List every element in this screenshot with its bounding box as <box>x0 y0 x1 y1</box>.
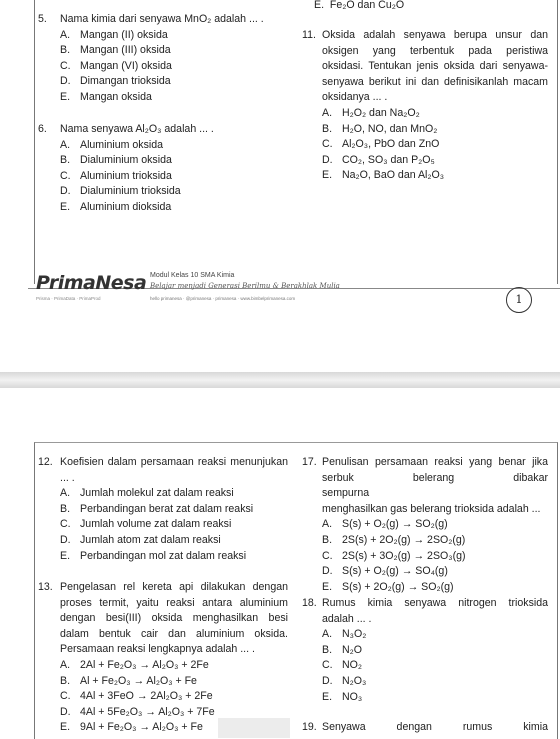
question-number: 19. <box>302 721 317 733</box>
option-b[interactable]: B. Mangan (III) oksida <box>60 44 171 57</box>
question-text-line: oksidanya ... . <box>322 91 388 104</box>
question-6 <box>38 122 300 216</box>
option-d[interactable]: D. S(s) + O₂(g) → SO₄(g) <box>322 565 448 578</box>
option-c[interactable]: C. Aluminium trioksida <box>60 169 172 182</box>
option-c[interactable]: C. 2S(s) + 3O₂(g) → 2SO₃(g) <box>322 549 466 562</box>
question-word: rumus <box>462 721 493 733</box>
module-title: Modul Kelas 10 SMA Kimia <box>150 272 235 279</box>
question-17 <box>302 455 548 595</box>
option-e[interactable]: E. 9Al + Fe₂O₃ → Al₂O₃ + Fe <box>60 721 203 734</box>
question-text: Nama senyawa Al₂O₃ adalah ... . <box>60 123 214 135</box>
q10-option-e <box>314 0 404 14</box>
question-text-line: oksidasi. Tentukan jenis oksida dari senyawa- <box>322 60 548 73</box>
option-e[interactable]: E. Perbandingan mol zat dalam reaksi <box>60 549 247 562</box>
question-text-line: oksigen yang terbentuk pada peristiwa <box>322 44 548 57</box>
option-d[interactable]: D. N₂O₃ <box>322 674 367 687</box>
primanesa-logo: PrimaNesa <box>36 272 147 294</box>
option-e[interactable]: E. NO₃ <box>322 690 363 703</box>
page-separator <box>0 372 560 388</box>
question-text-line: Penulisan persamaan reaksi yang benar jika <box>322 456 548 468</box>
question-13 <box>38 580 288 736</box>
question-number: 5. <box>38 13 47 25</box>
question-text-line: ... . <box>60 471 75 484</box>
question-text-line: serbuk belerang dibakar sempurna <box>322 471 548 500</box>
question-11 <box>302 28 548 184</box>
question-number: 11. <box>302 29 316 41</box>
question-number: 13. <box>38 581 53 593</box>
question-18 <box>302 596 548 705</box>
option-c[interactable]: C. Al₂O₃, PbO dan ZnO <box>322 138 440 151</box>
option-e[interactable]: E. Na₂O, BaO dan Al₂O₃ <box>322 169 445 182</box>
option-a[interactable]: A. H₂O₂ dan Na₂O₂ <box>322 106 420 119</box>
option-c[interactable]: C. Jumlah volume zat dalam reaksi <box>60 518 232 531</box>
question-number: 18. <box>302 597 317 609</box>
question-text-line: proses termit, yaitu reaksi antara aluminium <box>60 596 288 609</box>
option-b[interactable]: B. N₂O <box>322 643 363 656</box>
option-b[interactable]: B. H₂O, NO, dan MnO₂ <box>322 122 438 135</box>
question-number: 12. <box>38 456 53 468</box>
option-a[interactable]: A. S(s) + O₂(g) → SO₂(g) <box>322 518 448 531</box>
option-b[interactable]: B. Perbandingan berat zat dalam reaksi <box>60 502 254 515</box>
option-text: E. Fe₂O dan Cu₂O <box>314 0 405 11</box>
option-d[interactable]: D. CO₂, SO₃ dan P₂O₅ <box>322 153 435 166</box>
option-b[interactable]: B. 2S(s) + 2O₂(g) → 2SO₂(g) <box>322 533 466 546</box>
page-number: 1 <box>506 287 532 313</box>
option-d[interactable]: D. Jumlah atom zat dalam reaksi <box>60 533 221 546</box>
question-text-line: senyawa berikut ini dan definisikanlah macam <box>322 75 548 88</box>
question-text-line: menghasilkan gas belerang trioksida adalah ... <box>322 502 541 515</box>
question-text-line: dengan besi(III) oksida menghasilkan besi <box>60 612 288 625</box>
option-e[interactable]: E. S(s) + 2O₂(g) → SO₂(g) <box>322 580 454 593</box>
question-text-line: dalam bentuk cair dan aluminium oksida. <box>60 627 288 640</box>
contact-info: hello primanesa · @primanesa · primanesa · www.bimbelprimanesa.com <box>150 296 296 301</box>
option-a[interactable]: A. 2Al + Fe₂O₃ → Al₂O₃ + 2Fe <box>60 658 209 671</box>
question-19 <box>302 720 548 736</box>
question-word: kimia <box>523 721 548 733</box>
question-text-line: adalah ... . <box>322 612 372 625</box>
logo-subtitle: Prisma · PrimaData · PrimaProd <box>36 296 101 301</box>
option-a[interactable]: A. N₃O₂ <box>322 628 367 641</box>
question-word: Senyawa <box>322 721 366 733</box>
option-a[interactable]: A. Aluminium oksida <box>60 138 164 151</box>
question-text: Nama kimia dari senyawa MnO₂ adalah ... . <box>60 13 264 25</box>
option-e[interactable]: E. Mangan oksida <box>60 90 152 103</box>
question-text-line: Rumus kimia senyawa nitrogen trioksida <box>322 597 548 609</box>
tagline: Belajar menjadi Generasi Berilmu & Berakhlak Mulia <box>150 282 340 290</box>
option-b[interactable]: B. Al + Fe₂O₃ → Al₂O₃ + Fe <box>60 674 197 687</box>
question-text-line: Koefisien dalam persamaan reaksi menunjukan <box>60 456 288 468</box>
question-text-line: Pengelasan rel kereta api dilakukan dengan <box>60 581 288 593</box>
option-c[interactable]: C. 4Al + 3FeO → 2Al₂O₃ + 2Fe <box>60 690 213 703</box>
option-d[interactable]: D. 4Al + 5Fe₂O₃ → Al₂O₃ + 7Fe <box>60 705 215 718</box>
question-number: 17. <box>302 456 317 468</box>
option-d[interactable]: D. Dialuminium trioksida <box>60 185 181 198</box>
question-12 <box>38 455 288 564</box>
question-text-line: Persamaan reaksi lengkapnya adalah ... . <box>60 643 255 656</box>
option-c[interactable]: C. Mangan (VI) oksida <box>60 59 172 72</box>
question-word: dengan <box>396 721 432 733</box>
question-text-line: Oksida adalah senyawa berupa unsur dan <box>322 29 548 41</box>
question-5 <box>38 12 300 106</box>
highlight-box <box>218 718 290 738</box>
option-a[interactable]: A. Jumlah molekul zat dalam reaksi <box>60 487 234 500</box>
option-d[interactable]: D. Dimangan trioksida <box>60 75 171 88</box>
option-a[interactable]: A. Mangan (II) oksida <box>60 28 168 41</box>
option-c[interactable]: C. NO₂ <box>322 659 363 672</box>
option-b[interactable]: B. Dialuminium oksida <box>60 154 172 167</box>
question-number: 6. <box>38 123 47 135</box>
option-e[interactable]: E. Aluminium dioksida <box>60 200 172 213</box>
